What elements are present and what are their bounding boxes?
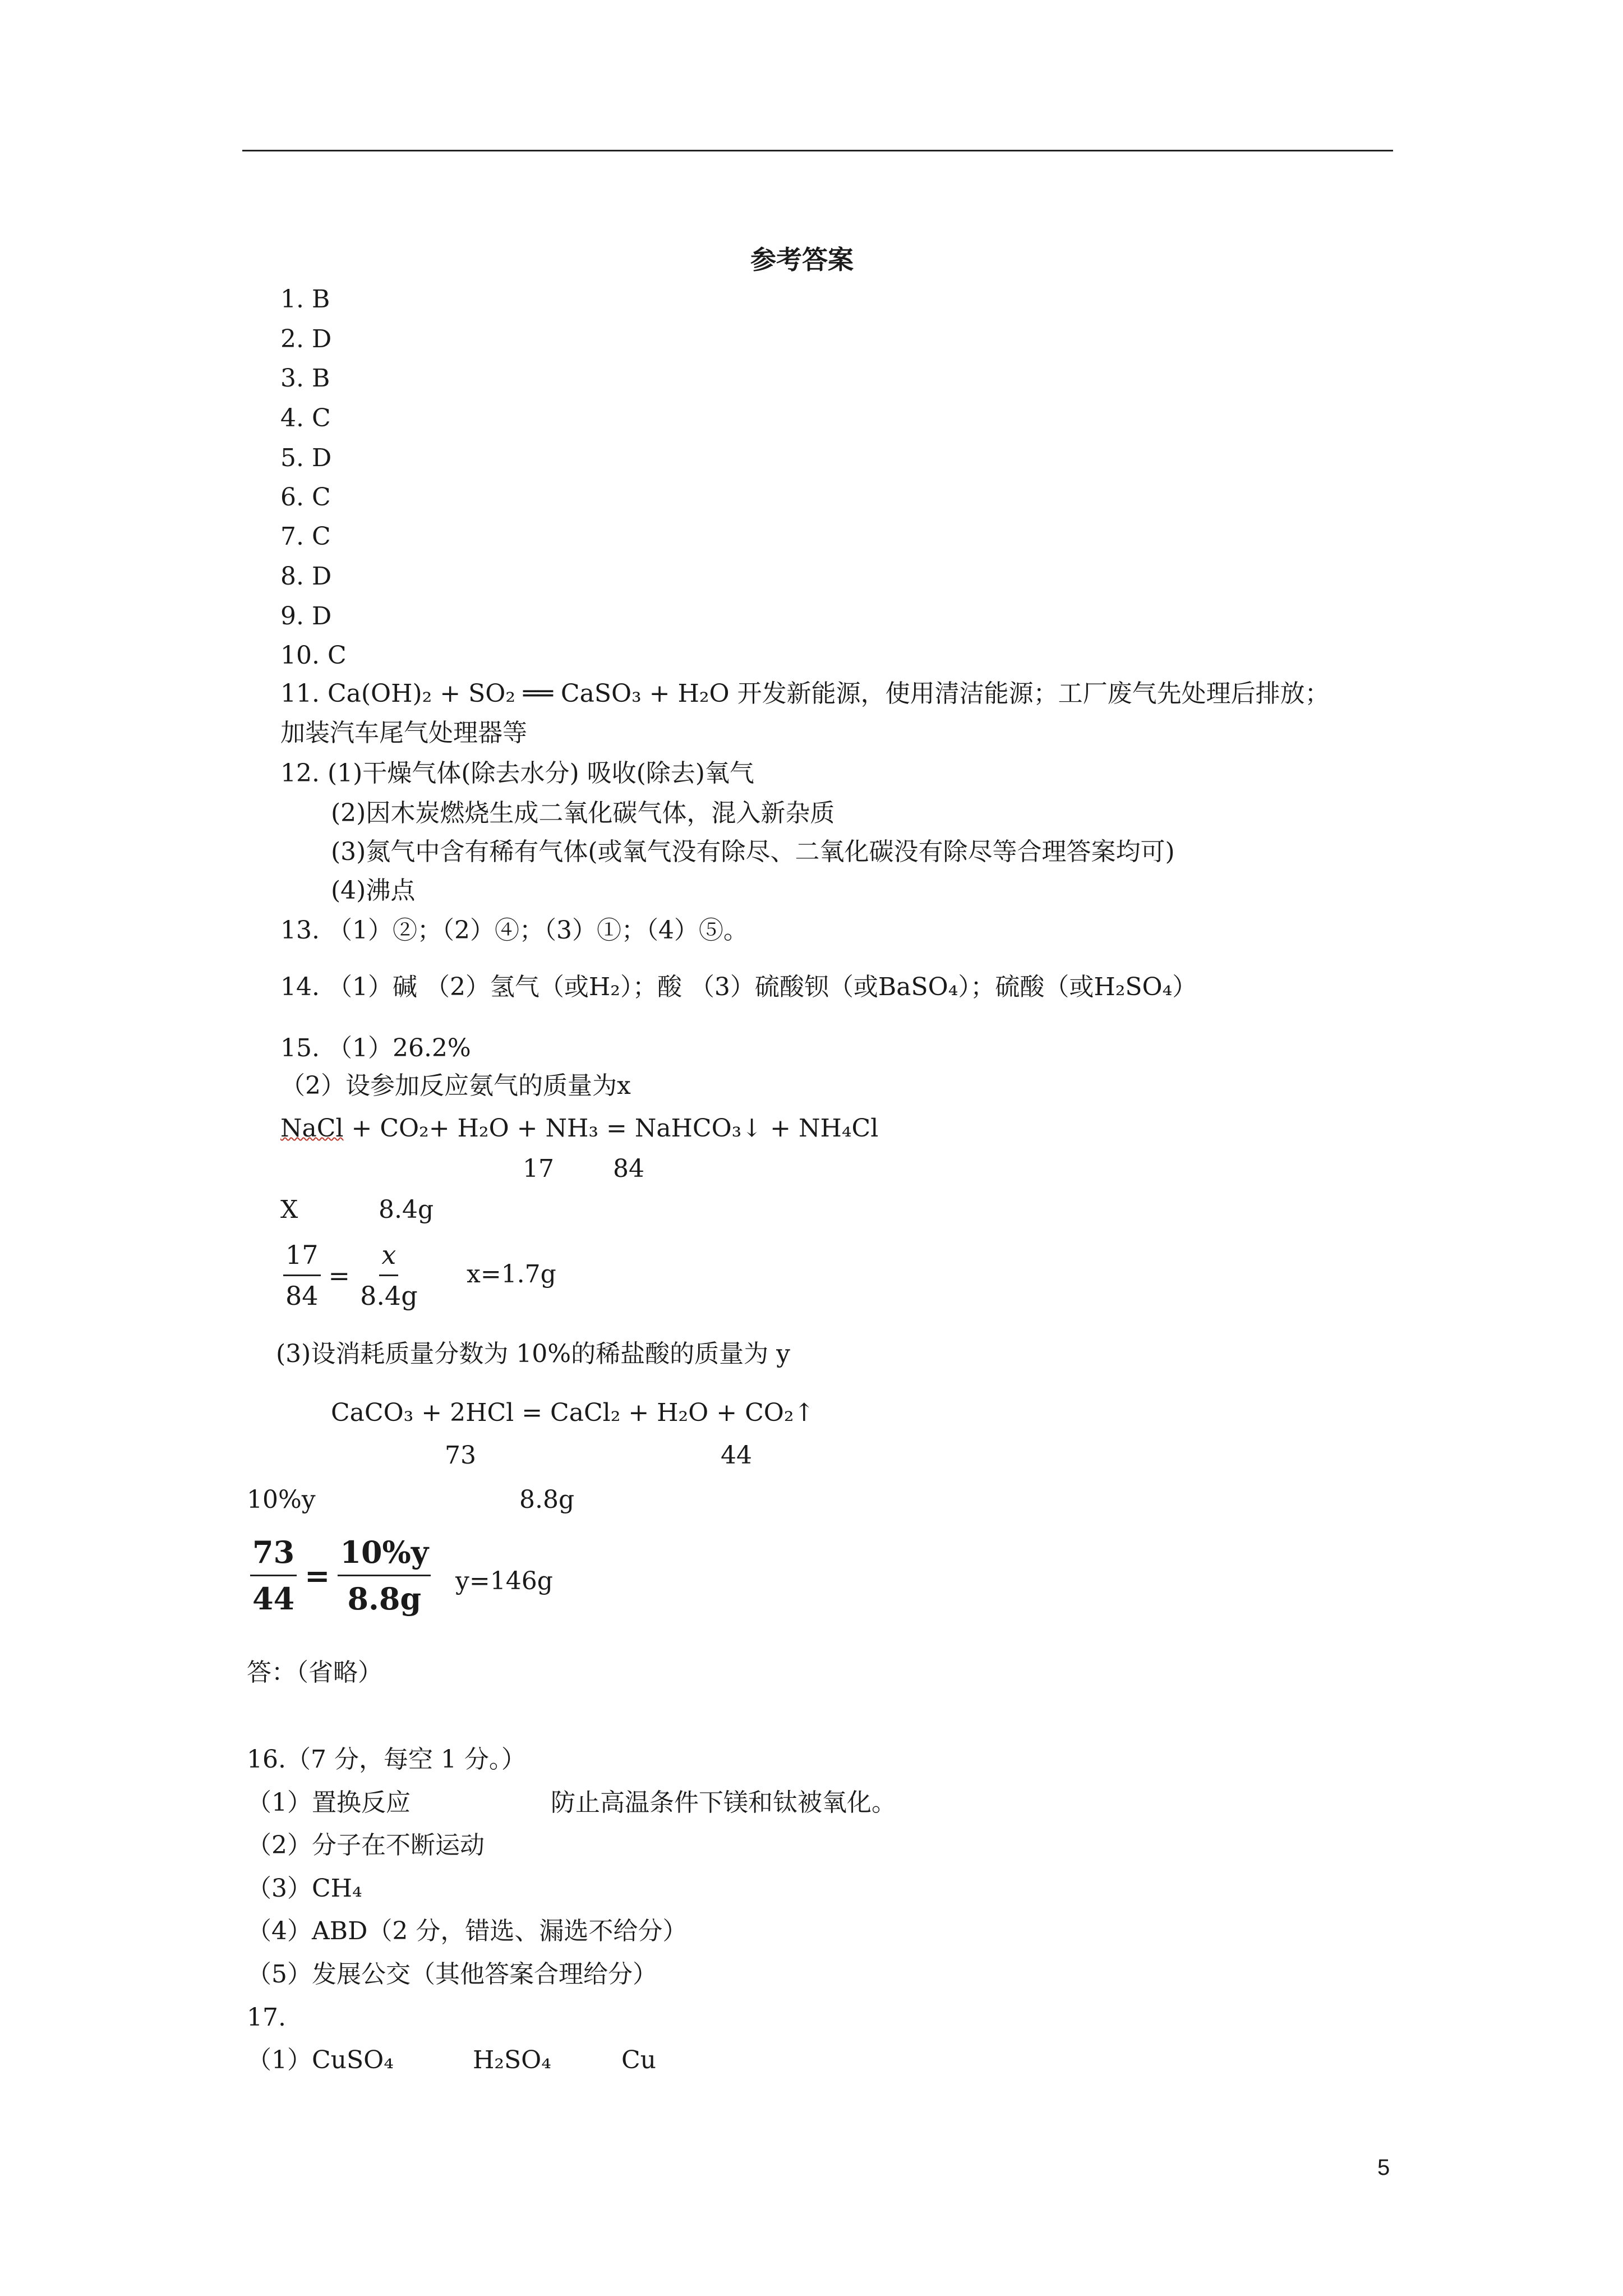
q15-equation2: CaCO₃ + 2HCl = CaCl₂ + H₂O + CO₂↑ xyxy=(331,1398,815,1427)
q16-line5: （5）发展公交（其他答案合理给分） xyxy=(247,1960,657,1989)
frac1-den-left: 84 xyxy=(285,1281,319,1311)
q15-equation1 xyxy=(280,1116,878,1141)
q15-part3: (3)设消耗质量分数为 10%的稀盐酸的质量为 y xyxy=(276,1340,790,1368)
q17-answer-a: （1）CuSO₄ xyxy=(247,2046,394,2074)
q15-answer: 答：（省略） xyxy=(247,1658,382,1687)
frac2-den-right: 8.8g xyxy=(347,1581,422,1617)
q17-answer-c: Cu xyxy=(621,2046,657,2074)
frac1-equals: = xyxy=(328,1260,351,1291)
q13-line: 13. （1）②；（2）④；（3）①；（4）⑤。 xyxy=(280,916,748,945)
frac2-equals: = xyxy=(305,1557,330,1594)
answer-2: 2. D xyxy=(280,325,332,353)
q15-result-x: x=1.7g xyxy=(467,1260,556,1289)
q15-molar-mass-nh3: 17 xyxy=(523,1154,554,1183)
q15-proportion-2 xyxy=(250,1534,431,1617)
answer-5: 5. D xyxy=(280,444,332,472)
answer-6: 6. C xyxy=(280,483,331,512)
frac2-num-left: 73 xyxy=(250,1534,297,1576)
q12-line2: (2)因木炭燃烧生成二氧化碳气体，混入新杂质 xyxy=(331,799,835,827)
answer-8: 8. D xyxy=(280,562,332,591)
q17-head: 17. xyxy=(247,2003,286,2032)
answer-4: 4. C xyxy=(280,404,331,432)
q15-var-10y: 10%y xyxy=(247,1485,316,1514)
q12-line4: (4)沸点 xyxy=(331,876,416,905)
frac2-num-right: 10%y xyxy=(338,1534,431,1576)
q12-line1: 12. (1)干燥气体(除去水分) 吸收(除去)氧气 xyxy=(280,759,754,788)
q15-molar-mass-co2: 44 xyxy=(721,1441,752,1470)
q14-line: 14. （1）碱 （2）氢气（或H₂）；酸 （3）硫酸钡（或BaSO₄）；硫酸（或H₂SO₄） xyxy=(280,973,1197,1001)
q15-part2: （2）设参加反应氨气的质量为x xyxy=(280,1071,631,1100)
q15-part1: 15. （1）26.2% xyxy=(280,1034,471,1062)
q15-molar-mass-hcl: 73 xyxy=(445,1441,476,1470)
q17-answer-b: H₂SO₄ xyxy=(473,2046,551,2074)
q15-mass-8.8g: 8.8g xyxy=(519,1485,575,1514)
frac1-num-right: x xyxy=(379,1240,398,1276)
q15-var-x: X xyxy=(280,1195,298,1224)
q15-proportion-1 xyxy=(283,1240,420,1311)
answer-9: 9. D xyxy=(280,602,332,631)
q15-result-y: y=146g xyxy=(455,1567,553,1595)
q16-head: 16.（7 分，每空 1 分。） xyxy=(247,1745,526,1774)
q16-line1-a: （1）置换反应 xyxy=(247,1788,411,1817)
q15-molar-mass-nahco3: 84 xyxy=(613,1154,644,1183)
nacl-spellcheck: NaCl xyxy=(280,1114,344,1143)
answer-3: 3. B xyxy=(280,364,330,393)
q16-line2: （2）分子在不断运动 xyxy=(247,1831,485,1860)
q11-line2: 加装汽车尾气处理器等 xyxy=(280,719,527,747)
q15-mass-8.4g: 8.4g xyxy=(379,1195,434,1224)
answer-1: 1. B xyxy=(280,285,330,314)
q16-line3: （3）CH₄ xyxy=(247,1874,362,1903)
header-rule xyxy=(242,150,1393,151)
page-number: 5 xyxy=(1377,2155,1390,2180)
page-title: 参考答案 xyxy=(750,245,854,275)
q16-line1-b: 防止高温条件下镁和钛被氧化。 xyxy=(551,1788,896,1817)
answer-10: 10. C xyxy=(280,641,347,670)
q11-line1: 11. Ca(OH)₂ + SO₂ ══ CaSO₃ + H₂O 开发新能源，使用清洁能源；工厂废气先处理后排放； xyxy=(280,679,1330,708)
frac1-num-left: 17 xyxy=(283,1240,321,1276)
frac1-den-right: 8.4g xyxy=(360,1281,418,1311)
q15-equation1-rest: + CO₂+ H₂O + NH₃ = NaHCO₃↓ + NH₄Cl xyxy=(343,1114,879,1143)
q12-line3: (3)氮气中含有稀有气体(或氧气没有除尽、二氧化碳没有除尽等合理答案均可) xyxy=(331,838,1175,866)
answer-7: 7. C xyxy=(280,522,331,551)
q16-line4: （4）ABD（2 分，错选、漏选不给分） xyxy=(247,1917,688,1945)
frac2-den-left: 44 xyxy=(252,1581,295,1617)
